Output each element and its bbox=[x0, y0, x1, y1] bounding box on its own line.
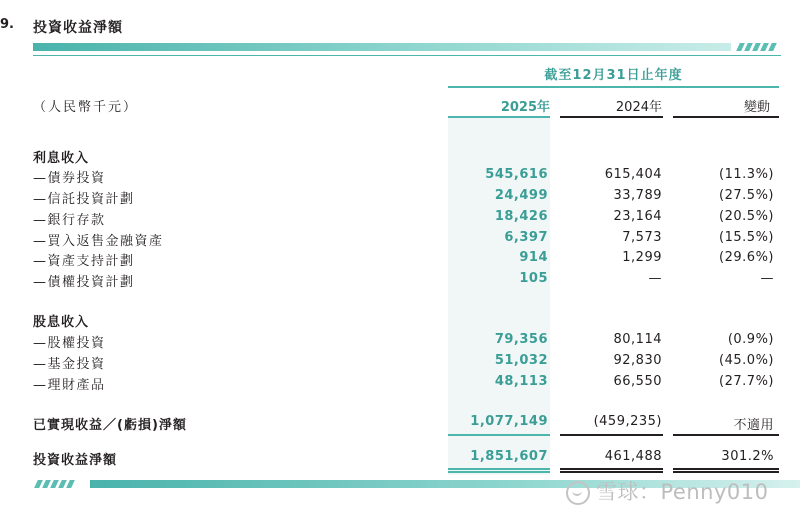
bottom-stripes-decoration bbox=[36, 480, 73, 488]
column-header-rule-2024 bbox=[560, 116, 663, 118]
total-row bbox=[0, 449, 800, 469]
value-2025: 545,616 bbox=[485, 167, 548, 182]
value-2025: 105 bbox=[519, 271, 548, 286]
value-change: (27.5%) bbox=[719, 188, 774, 203]
value-change: (20.5%) bbox=[719, 209, 774, 224]
value-change: 不適用 bbox=[733, 418, 774, 433]
value-2025: 18,426 bbox=[494, 209, 548, 224]
table-row bbox=[0, 353, 800, 373]
value-2024: (459,235) bbox=[593, 414, 662, 429]
realized-gains-row bbox=[0, 414, 800, 434]
group-title-dividend: 股息收入 bbox=[33, 315, 90, 330]
total-double-rule-2025-a bbox=[448, 468, 550, 470]
total-double-rule-2024-a bbox=[560, 468, 663, 470]
value-2025: 1,077,149 bbox=[470, 414, 548, 429]
value-2024: 461,488 bbox=[604, 449, 662, 464]
value-change: — bbox=[760, 271, 774, 286]
value-2025: 51,032 bbox=[494, 353, 548, 368]
value-change: 301.2% bbox=[721, 449, 774, 464]
table-row bbox=[0, 332, 800, 352]
table-row bbox=[0, 230, 800, 250]
total-double-rule-2024-b bbox=[560, 471, 663, 473]
period-header: 截至12月31日止年度 bbox=[544, 68, 683, 83]
value-change: (0.9%) bbox=[727, 332, 774, 347]
subtotal-rule-2025 bbox=[448, 434, 550, 436]
snowball-logo-icon bbox=[566, 481, 590, 505]
watermark-text: 雪球：Penny010 bbox=[596, 480, 769, 504]
table-row bbox=[0, 188, 800, 208]
value-2025: 48,113 bbox=[494, 374, 548, 389]
subtotal-rule-2024 bbox=[560, 434, 663, 436]
top-stripes-decoration bbox=[738, 43, 775, 51]
section-title: 投資收益淨額 bbox=[33, 20, 123, 36]
row-label: —基金投資 bbox=[33, 357, 106, 372]
row-label: —資產支持計劃 bbox=[33, 254, 135, 269]
table-row bbox=[0, 167, 800, 187]
total-double-rule-2025-b bbox=[448, 471, 550, 473]
value-2025: 79,356 bbox=[494, 332, 548, 347]
row-label: —股權投資 bbox=[33, 336, 106, 351]
value-2024: 615,404 bbox=[604, 167, 662, 182]
value-2024: 92,830 bbox=[613, 353, 662, 368]
row-label: —債權投資計劃 bbox=[33, 275, 135, 290]
row-label: 已實現收益／(虧損)淨額 bbox=[33, 418, 187, 433]
row-label: —買入返售金融資產 bbox=[33, 234, 164, 249]
row-label: 投資收益淨額 bbox=[33, 453, 118, 468]
value-2024: 80,114 bbox=[613, 332, 662, 347]
table-row bbox=[0, 374, 800, 394]
value-change: (11.3%) bbox=[719, 167, 774, 182]
value-change: (45.0%) bbox=[719, 353, 774, 368]
value-2025: 914 bbox=[519, 250, 548, 265]
value-2024: — bbox=[648, 271, 662, 286]
table-row bbox=[0, 250, 800, 270]
value-2024: 1,299 bbox=[622, 250, 662, 265]
table-row bbox=[0, 271, 800, 291]
column-header-rule-change bbox=[673, 116, 779, 118]
column-header-rule-2025 bbox=[448, 116, 550, 118]
value-change: (29.6%) bbox=[719, 250, 774, 265]
column-header-2025: 2025年 bbox=[500, 100, 550, 115]
value-2025: 1,851,607 bbox=[470, 449, 548, 464]
row-label: —理財產品 bbox=[33, 378, 106, 393]
top-decorative-band bbox=[33, 43, 731, 51]
value-2024: 33,789 bbox=[613, 188, 662, 203]
total-double-rule-change-b bbox=[673, 471, 779, 473]
row-label: —債券投資 bbox=[33, 171, 106, 186]
value-2025: 24,499 bbox=[494, 188, 548, 203]
section-number: 9. bbox=[0, 17, 14, 32]
row-label: —信託投資計劃 bbox=[33, 192, 135, 207]
period-header-rule bbox=[448, 86, 779, 88]
value-2024: 7,573 bbox=[622, 230, 662, 245]
group-title-interest: 利息收入 bbox=[33, 151, 90, 166]
total-double-rule-change-a bbox=[673, 468, 779, 470]
value-change: (27.7%) bbox=[719, 374, 774, 389]
column-header-2024: 2024年 bbox=[615, 100, 662, 115]
row-label: —銀行存款 bbox=[33, 213, 106, 228]
value-change: (15.5%) bbox=[719, 230, 774, 245]
value-2024: 23,164 bbox=[613, 209, 662, 224]
watermark bbox=[566, 476, 768, 506]
value-2024: 66,550 bbox=[613, 374, 662, 389]
table-row bbox=[0, 209, 800, 229]
top-thin-rule bbox=[33, 55, 781, 56]
subtotal-rule-change bbox=[673, 434, 779, 436]
column-header-change: 變動 bbox=[743, 100, 770, 115]
unit-label: （人民幣千元） bbox=[33, 100, 139, 115]
value-2025: 6,397 bbox=[504, 230, 548, 245]
